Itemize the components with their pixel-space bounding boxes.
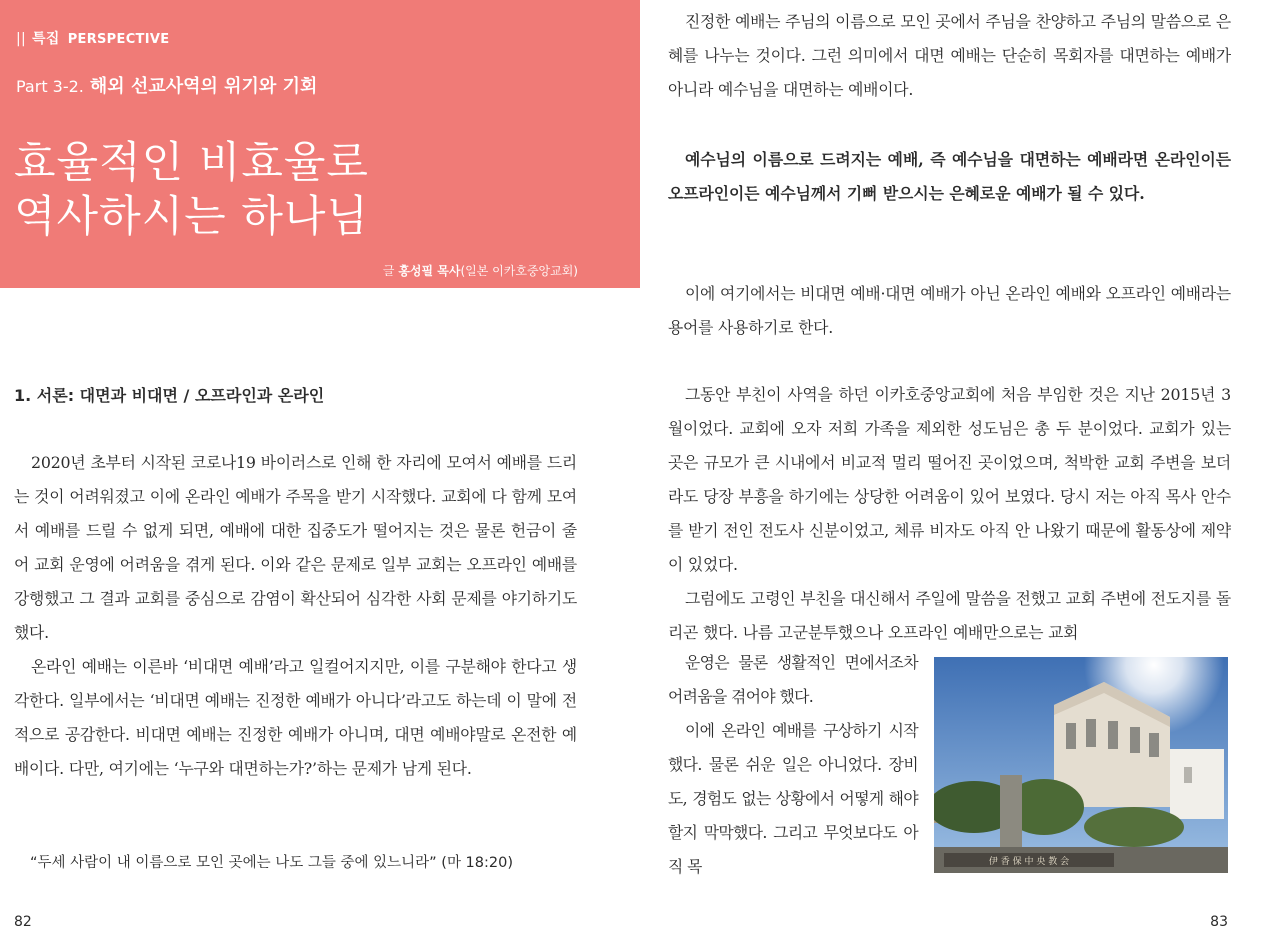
right-intro-text <box>668 5 1231 107</box>
author-affiliation: (일본 이카호중앙교회) <box>460 264 578 278</box>
part-label: Part 3-2. <box>16 77 84 96</box>
author-name: 홍성필 목사 <box>398 264 461 278</box>
body-paragraph: 온라인 예배는 이른바 ‘비대면 예배’라고 일컬어지지만, 이를 구분해야 한다고 생각한다. 일부에서는 ‘비대면 예배는 진정한 예배가 아니다’라고도 하는데 이 말에 전적으로 공감한다. 비대면 예배는 진정한 예배가 아니며, 대면 예배야말로 온전한 예배이다. 다만, 여기에는 ‘누구와 대면하는가?’하는 문제가 남게 된다. <box>14 657 577 778</box>
body-paragraph: 운영은 물론 생활적인 면에서조차 어려움을 겪어야 했다. <box>668 653 918 706</box>
article-title-line-2: 역사하시는 하나님 <box>14 192 369 242</box>
byline-prefix: 글 <box>382 264 395 278</box>
page-number-right: 83 <box>1210 914 1228 930</box>
section-heading: 1. 서론: 대면과 비대면 / 오프라인과 온라인 <box>14 386 325 405</box>
section-tag-english: PERSPECTIVE <box>67 32 170 47</box>
article-title-line-1: 효율적인 비효율로 <box>14 138 369 188</box>
page-number-left: 82 <box>14 914 32 930</box>
body-paragraph: 2020년 초부터 시작된 코로나19 바이러스로 인해 한 자리에 모여서 예배를 드리는 것이 어려워졌고 이에 온라인 예배가 주목을 받기 시작했다. 교회에 다 함께 모여서 예배를 드릴 수 없게 되면, 예배에 대한 집중도가 떨어지는 것은 물론 헌금이 줄어 교회 운영에 어려움을 겪게 된다. 이와 같은 문제로 일부 교회는 오프라인 예배를 강행했고 그 결과 교회를 중심으로 감염이 확산되어 심각한 사회 문제를 야기하기도 했다. <box>14 453 577 642</box>
body-paragraph: 이에 여기에서는 비대면 예배·대면 예배가 아닌 온라인 예배와 오프라인 예배라는 용어를 사용하기로 한다. <box>668 284 1231 337</box>
emphasis-text: 예수님의 이름으로 드려지는 예배, 즉 예수님을 대면하는 예배라면 온라인이든 오프라인이든 예수님께서 기뻐 받으시는 은혜로운 예배가 될 수 있다. <box>668 150 1231 203</box>
section-tag <box>16 28 169 48</box>
right-body-text <box>668 378 1231 650</box>
church-photo <box>934 657 1228 873</box>
body-paragraph: 그럼에도 고령인 부친을 대신해서 주일에 말씀을 전했고 교회 주변에 전도지를 돌리곤 했다. 나름 고군분투했으나 오프라인 예배만으로는 교회 <box>668 589 1231 642</box>
church-building-illustration <box>934 657 1228 873</box>
article-header-banner <box>0 0 640 288</box>
left-body-text <box>14 446 577 786</box>
body-paragraph: 이에 온라인 예배를 구상하기 시작했다. 물론 쉬운 일은 아니었다. 장비도, 경험도 없는 상황에서 어떻게 해야 할지 막막했다. 그리고 무엇보다도 아직 목 <box>668 721 918 876</box>
body-paragraph: 진정한 예배는 주님의 이름으로 모인 곳에서 주님을 찬양하고 주님의 말씀으로 은혜를 나누는 것이다. 그런 의미에서 대면 예배는 단순히 목회자를 대면하는 예배가 아니라 예수님을 대면하는 예배이다. <box>668 12 1231 99</box>
scripture-quote: “두세 사람이 내 이름으로 모인 곳에는 나도 그들 중에 있느니라” (마 18:20) <box>30 855 514 871</box>
article-title <box>14 136 369 244</box>
part-title: 해외 선교사역의 위기와 기회 <box>89 76 318 97</box>
section-tag-label: 특집 <box>32 31 60 47</box>
emphasis-paragraph <box>668 143 1231 211</box>
body-paragraph: 그동안 부친이 사역을 하던 이카호중앙교회에 처음 부임한 것은 지난 2015년 3월이었다. 교회에 오자 저희 가족을 제외한 성도님은 총 두 분이었다. 교회가 있는 곳은 규모가 큰 시내에서 비교적 멀리 떨어진 곳이었으며, 척박한 교회 주변을 보더라도 당장 부흥을 하기에는 상당한 어려움이 있어 보였다. 당시 저는 아직 목사 안수를 받기 전인 전도사 신분이었고, 체류 비자도 아직 안 나왔기 때문에 활동상에 제약이 있었다. <box>668 385 1231 574</box>
church-sign-text: 伊 香 保 中 央 教 会 <box>988 857 1070 867</box>
part-line <box>16 72 317 98</box>
section-bars: || <box>16 31 27 47</box>
byline <box>383 262 578 279</box>
terminology-note <box>668 277 1231 345</box>
right-wrapped-text <box>668 646 918 884</box>
